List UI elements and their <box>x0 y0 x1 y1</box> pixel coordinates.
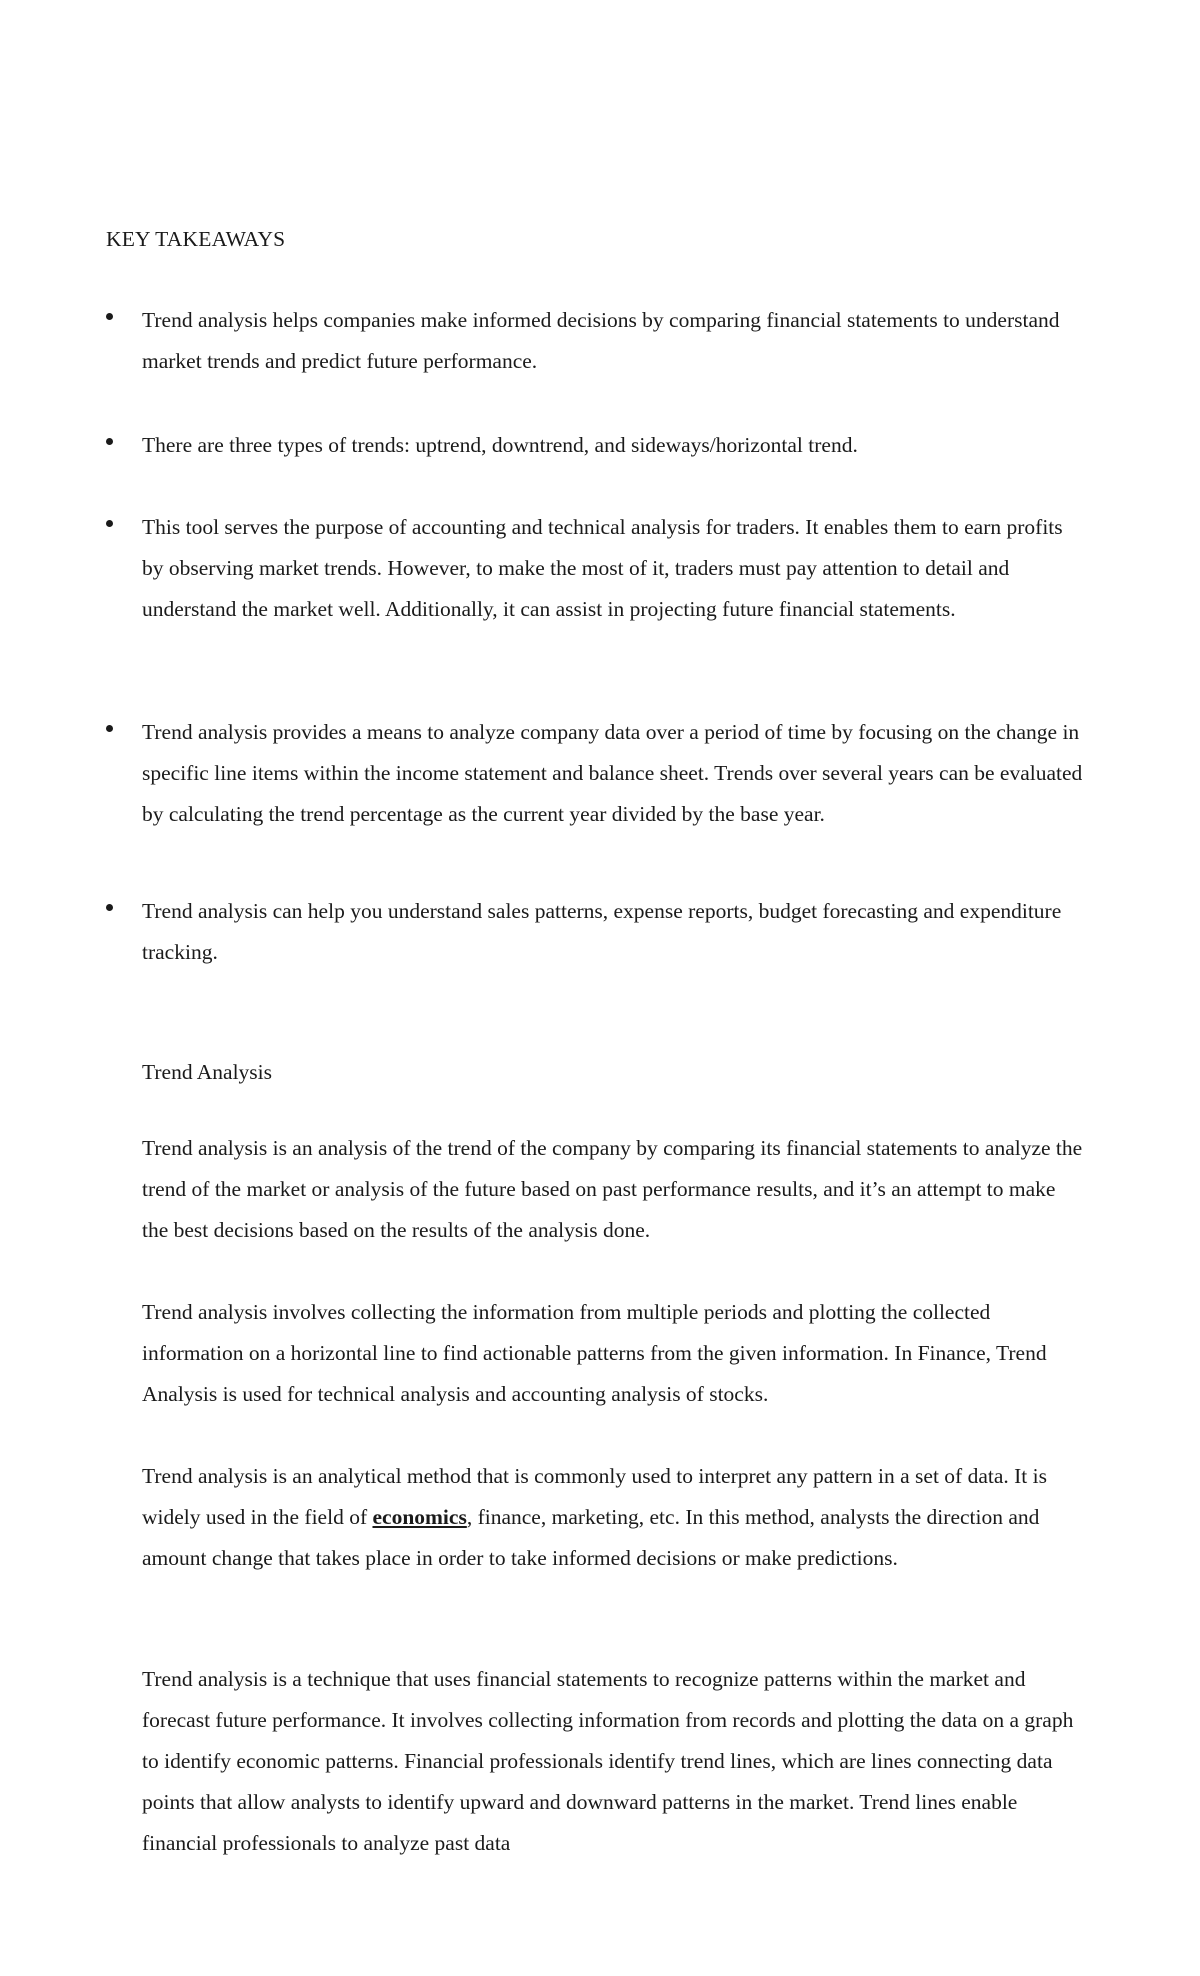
body-paragraph <box>142 1456 1086 1579</box>
key-takeaways-heading: KEY TAKEAWAYS <box>106 227 286 251</box>
bullet-icon <box>106 904 113 911</box>
section-title: Trend Analysis <box>142 1060 273 1084</box>
bullet-icon <box>106 725 113 732</box>
bullet-icon <box>106 313 113 320</box>
economics-link[interactable]: economics <box>372 1505 467 1529</box>
takeaway-text: Trend analysis helps companies make informed decisions by comparing financial statements to understand market trends and predict future performance. <box>142 308 1060 373</box>
body-paragraph: Trend analysis is a technique that uses financial statements to recognize patterns within the market and forecast future performance. It involves collecting information from records and plotting the data on a graph to identify economic patterns. Financial professionals identify trend lines, which are lines connecting data points that allow analysts to identify upward and downward patterns in the market. Trend lines enable financial professionals to analyze past data <box>142 1667 1074 1855</box>
takeaway-text: There are three types of trends: uptrend, downtrend, and sideways/horizontal trend. <box>142 433 858 457</box>
paragraph-text: , finance, marketing, etc. In this method, analysts the direction and amount change that takes place in order to take informed decisions or make predictions. <box>142 1505 1040 1570</box>
body-paragraph: Trend analysis is an analysis of the trend of the company by comparing its financial statements to analyze the trend of the market or analysis of the future based on past performance results, and it’s an attempt to make the best decisions based on the results of the analysis done. <box>142 1136 1083 1242</box>
bullet-icon <box>106 520 113 527</box>
body-paragraph: Trend analysis involves collecting the information from multiple periods and plotting the collected information on a horizontal line to find actionable patterns from the given information. In Finance, Trend Analysis is used for technical analysis and accounting analysis of stocks. <box>142 1300 1047 1406</box>
bullet-icon <box>106 438 113 445</box>
takeaway-text: Trend analysis provides a means to analyze company data over a period of time by focusing on the change in specific line items within the income statement and balance sheet. Trends over several years can be evaluated by calculating the trend percentage as the current year divided by the base year. <box>142 720 1083 826</box>
takeaway-text: This tool serves the purpose of accounting and technical analysis for traders. It enables them to earn profits by observing market trends. However, to make the most of it, traders must pay attention to detail and understand the market well. Additionally, it can assist in projecting future financial statements. <box>142 515 1063 621</box>
takeaway-text: Trend analysis can help you understand sales patterns, expense reports, budget forecasting and expenditure tracking. <box>142 899 1062 964</box>
paragraph-text: Trend analysis is an analytical method that is commonly used to interpret any pattern in a set of data. It is widely used in the field of <box>142 1464 1047 1529</box>
